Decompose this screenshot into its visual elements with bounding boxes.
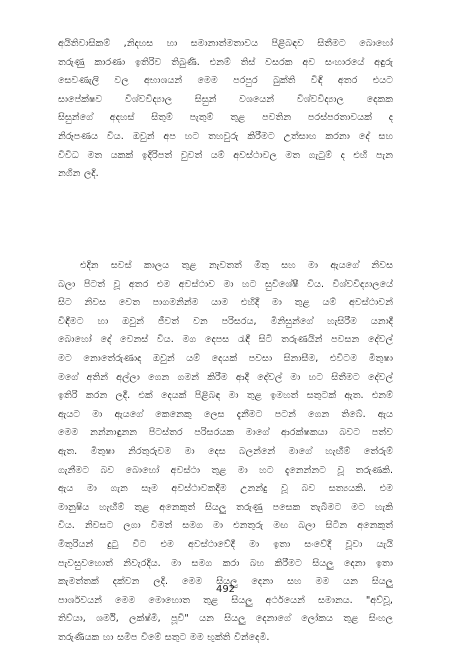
text-line: තරුණු කාරණා ඉතිරිව තිබුණි. එනම් තිස් වසරක අව සංහාරයේ අඳුරු xyxy=(58,56,393,68)
text-line: සිට නිවස වෙත පාගමනින්ම යාම එහිදී මා තුළ යම් අවස්ථාවන් xyxy=(58,297,393,309)
page-number: 492 xyxy=(215,584,236,595)
text-line: පාර්ශවයන් මෙම මොහොත තුළ සියලු අර්ථයෙන් සමානය. "අව්වූ, xyxy=(58,594,393,606)
text-line: විඳීමට හා ඔවුන් ජීවත් වන පරිසරය, මිනිසුන්ගේ හැසිරීම යනාදී xyxy=(58,315,393,327)
paragraph-1 xyxy=(58,35,393,184)
text-line: මිතුරියන් දුටු විට එම අවස්ථාවේදී මා ඉතා සංවේදී වූවා යැයි xyxy=(58,538,393,550)
text-line: තිව්යා, ශර්මි, ලක්ෂ්මි, පූවී" යන සියලු දෙනාගේ ලෝකය තුළ සිංහල xyxy=(58,613,393,625)
text-line: අයිතිවාසිකම් ,නිදහස හා සමානාත්මතාවය පිළිබඳව සිතීමට බොහෝ xyxy=(58,38,393,49)
text-line: එදින සවස් කාලය තුළ නැවතත් මිතු සහ මා ඇයගේ නිවස xyxy=(80,260,393,271)
text-line: මානුෂිය හැඟීම් තුළ අනෙකුත් සියලු තරුණු පසෙක තැබීමට මට හැකි xyxy=(58,501,393,513)
text-line: සාපේක්ෂව විශ්වවිද්‍යාල සිසුන් වශයෙන් විශ්වවිද්‍යාල දෙකක xyxy=(58,93,393,105)
text-line: කැමත්තක් දක්වන ලදි. මෙම සියලු දෙනා සහ මම යන සියලු xyxy=(58,576,393,588)
text-line: මට නොතේරුණාද ඔවුන් යම් දෙයක් පවසා සිනාසීම, එවිටම මිතුෂා xyxy=(58,352,393,364)
text-line: නගින ලදි. xyxy=(58,168,99,180)
text-line: ඉතිරි කරන ලදී. එක් දෙයක් පිළිබඳ මා තුළ ඉමහත් සතුටක් ඇත. එනම් xyxy=(58,390,393,402)
text-line: ගැනීමට බව බොහෝ අවස්ථා තුළ මා හට දැනෙන්නට වූ තරුණකි. xyxy=(58,464,393,476)
text-line: සෙවණැලි වල අභාශයන් මෙම පරපුර බුක්ති විඳි අතර එයට xyxy=(58,75,393,87)
text-line: තරුණියක හා සමීප වීමේ සතුට මම භුක්ති වින්දෙමි. xyxy=(58,631,270,643)
text-line: මෙම නන්නාඳුනන පිටස්තර පරිසරයක මාගේ ආරක්ෂකයා බවට පත්ව xyxy=(58,427,393,439)
text-line: විවිධ මත යකක් ඉදිරිපත් වුවත් යම් අවස්ථාවල මත ගැටුම් ද එහි පැන xyxy=(58,149,393,161)
text-line: ඇය මා ගැන සෑම අවස්ථාවකදීම උනන්දු වූ බව සත්‍යයකි. එම xyxy=(58,483,393,495)
text-line: මගේ අතින් අල්ලා ගෙන ගමන් කිරීම ආදී දේවල් මා හට සිතීමට දේවල් xyxy=(58,371,393,383)
text-line: සිසුන්ගේ අදහස් සිතුම් පැතුම් තුළ පවතින පරස්පරතාවයක් ද xyxy=(58,112,393,124)
text-line: බලා පිටත් වූ අතර එම අවස්ථාව මා හට සුවිශේෂී විය. විශ්වවිද්‍යාලයේ xyxy=(58,278,393,290)
text-line: ඇයට මා ඇයගේ කෙනෙකු ලෙස දැනීමට පටන් ගෙන තිබේ. ඇය xyxy=(58,408,393,420)
text-line: ඇත. මිතුෂා නිරතුරුවම මා දෙස බලන්නේ මාගේ හැඟීම් තේරුම් xyxy=(58,445,393,457)
text-line: විය. නිවසට ලගා විමත් සමග මා එනතුරු මඟ බලා සිටින අනෙකුත් xyxy=(58,520,393,532)
text-line: නිරූපණය විය. ඔවුන් අප හට තහවුරු කිරීමට උත්සාහ කරනා දේ සහ xyxy=(58,130,393,142)
text-line: පැවසුවහොත් නිවැරදිය. මා සමග කරා බහ කිරීමට සියලු දෙනා ඉතා xyxy=(58,557,393,569)
text-line: බොහෝ දේ වෙනස් විය. මග දෙපස රැඳී සිටි තරුණයින් පවසන දේවල් xyxy=(58,334,393,346)
